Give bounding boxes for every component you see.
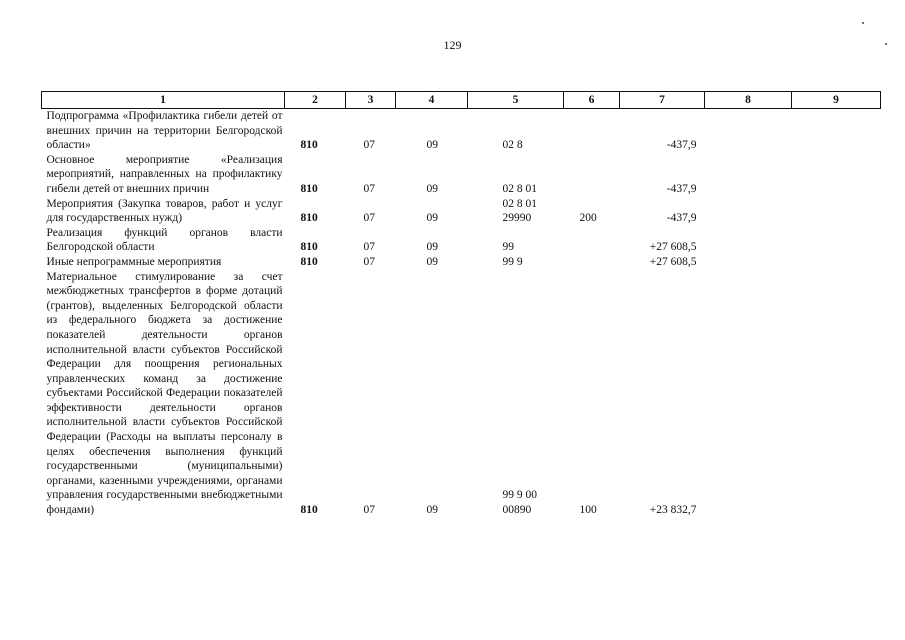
table-row — [42, 255, 881, 270]
target-article-code: 02 8 01 29990 — [502, 197, 537, 225]
subsection-code: 09 — [426, 139, 438, 152]
target-article-code: 99 9 00 00890 — [502, 489, 537, 517]
subsection-code: 09 — [426, 182, 438, 195]
expense-type-code — [564, 109, 620, 153]
target-article-code: 99 9 — [502, 255, 523, 268]
amount-change: -437,9 — [666, 139, 697, 152]
column-header: 2 — [285, 92, 346, 109]
target-article-code: 99 — [502, 241, 514, 254]
expense-type-code — [564, 153, 620, 197]
expense-type-code: 200 — [579, 212, 597, 225]
subsection-code: 09 — [426, 241, 438, 254]
row-description: Иные непрограммные мероприятия — [46, 255, 222, 268]
column-9-value — [792, 197, 881, 226]
column-8-value — [705, 226, 792, 255]
scan-speck — [885, 43, 887, 45]
column-9-value — [792, 109, 881, 153]
table-row — [42, 197, 881, 226]
table-row — [42, 109, 881, 153]
ministry-code: 810 — [300, 241, 318, 254]
section-code: 07 — [363, 504, 375, 517]
column-header: 8 — [705, 92, 792, 109]
row-description: Подпрограмма «Профилактика гибели детей от внешних причин на территории Белгородской области» — [46, 110, 283, 152]
column-8-value — [705, 270, 792, 518]
ministry-code: 810 — [300, 212, 318, 225]
column-9-value — [792, 153, 881, 197]
expense-type-code — [564, 255, 620, 270]
ministry-code: 810 — [300, 139, 318, 152]
section-code: 07 — [363, 255, 375, 268]
column-header: 4 — [396, 92, 468, 109]
column-header: 7 — [620, 92, 705, 109]
ministry-code: 810 — [300, 504, 318, 517]
scan-speck — [862, 22, 864, 24]
expense-type-code: 100 — [579, 504, 597, 517]
table-row — [42, 226, 881, 255]
budget-table — [41, 91, 881, 518]
column-header: 3 — [346, 92, 396, 109]
table-row — [42, 270, 881, 518]
target-article-code: 02 8 — [502, 139, 523, 152]
ministry-code: 810 — [300, 255, 318, 268]
column-header: 9 — [792, 92, 881, 109]
subsection-code: 09 — [426, 212, 438, 225]
section-code: 07 — [363, 139, 375, 152]
column-8-value — [705, 153, 792, 197]
amount-change: +27 608,5 — [649, 255, 697, 268]
column-9-value — [792, 270, 881, 518]
column-9-value — [792, 226, 881, 255]
section-code: 07 — [363, 182, 375, 195]
amount-change: -437,9 — [666, 182, 697, 195]
row-description: Реализация функций органов власти Белгородской области — [46, 226, 283, 254]
subsection-code: 09 — [426, 255, 438, 268]
column-8-value — [705, 197, 792, 226]
column-header: 6 — [564, 92, 620, 109]
column-9-value — [792, 255, 881, 270]
amount-change: +27 608,5 — [649, 241, 697, 254]
column-header: 1 — [42, 92, 285, 109]
target-article-code: 02 8 01 — [502, 182, 537, 195]
ministry-code: 810 — [300, 182, 318, 195]
row-description: Материальное стимулирование за счет межбюджетных трансфертов в форме дотаций (грантов), выделенных Белгородской области из федерального бюджета за достижение показателей деятельности органов исполнительной власти субъектов Российской Федерации для поощрения региональных управленческих команд за достижение субъектами Российской Федерации показателей эффективности деятельности органов исполнительной власти субъектов Российской Федерации (Расходы на выплаты персоналу в целях обеспечения выполнения функций государственными (муниципальными) органами, казенными учреждениями, органами управления государственными внебюджетными фондами) — [46, 270, 283, 517]
row-description: Основное мероприятие «Реализация мероприятий, направленных на профилактику гибели детей от внешних причин — [46, 153, 283, 195]
subsection-code: 09 — [426, 504, 438, 517]
amount-change: +23 832,7 — [649, 504, 697, 517]
amount-change: -437,9 — [666, 212, 697, 225]
column-8-value — [705, 109, 792, 153]
section-code: 07 — [363, 241, 375, 254]
row-description: Мероприятия (Закупка товаров, работ и услуг для государственных нужд) — [46, 197, 283, 225]
column-8-value — [705, 255, 792, 270]
page-number: 129 — [443, 38, 462, 52]
table-row — [42, 153, 881, 197]
column-header: 5 — [468, 92, 564, 109]
table-header-row — [42, 92, 881, 109]
section-code: 07 — [363, 212, 375, 225]
expense-type-code — [564, 226, 620, 255]
